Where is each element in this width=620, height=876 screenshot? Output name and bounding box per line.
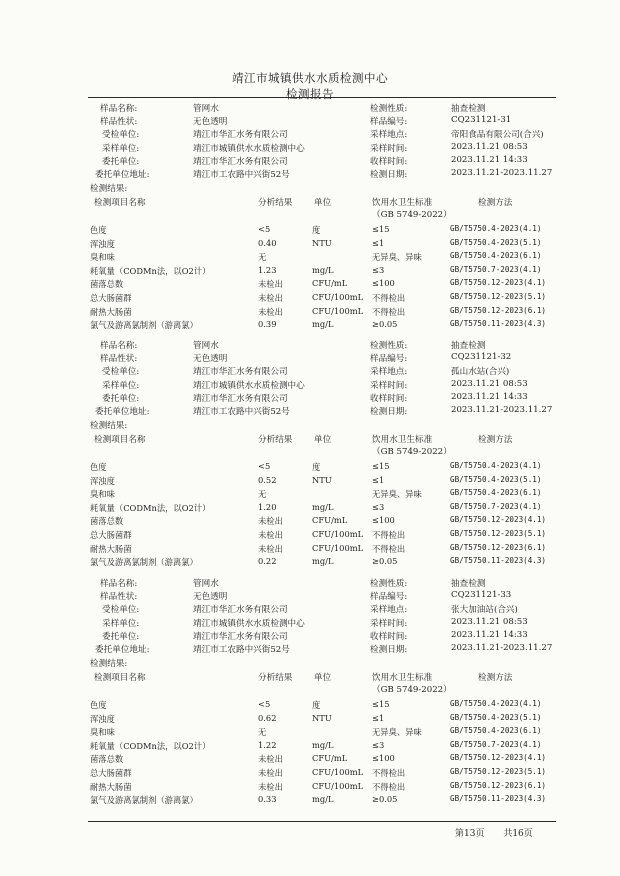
item-method: GB/T5750.12-2023(4.1) bbox=[450, 278, 547, 288]
col-header-unit: 单位 bbox=[314, 198, 332, 208]
item-name: 色度 bbox=[90, 700, 107, 710]
value-sampling-time: 2023.11.21 08:53 bbox=[451, 378, 528, 389]
table-row-total-colonies bbox=[88, 278, 558, 291]
item-standard: 无异臭、异味 bbox=[372, 727, 422, 738]
value-test-nature: 抽查检测 bbox=[451, 579, 486, 589]
item-standard: 不得检出 bbox=[372, 293, 406, 303]
item-name: 耗氧量（CODMn法，以O2计） bbox=[90, 740, 211, 751]
label-entrusted-unit: 受检单位: bbox=[102, 130, 140, 141]
label-sampling-time: 采样时间: bbox=[370, 618, 408, 629]
item-standard: 不得检出 bbox=[372, 306, 406, 317]
item-name: 总大肠菌群 bbox=[90, 293, 132, 303]
value-sample-no: CQ231121-31 bbox=[451, 115, 512, 126]
item-standard: ≤15 bbox=[372, 461, 390, 471]
value-sampling-unit: 靖江市城镇供水水质检测中心 bbox=[193, 380, 305, 391]
item-standard: ≤1 bbox=[372, 237, 385, 248]
item-standard: ≤1 bbox=[372, 712, 385, 723]
item-unit: CFU/100mL bbox=[312, 529, 364, 539]
item-result: 未检出 bbox=[258, 781, 283, 792]
item-method: GB/T5750.4-2023(4.1) bbox=[450, 224, 542, 233]
page-footer bbox=[455, 826, 549, 839]
col-header-standard: 饮用水卫生标准 bbox=[372, 673, 433, 683]
item-method: GB/T5750.12-2023(5.1) bbox=[450, 529, 547, 538]
item-method: GB/T5750.12-2023(6.1) bbox=[450, 305, 547, 315]
item-unit: mg/L bbox=[312, 319, 334, 330]
col-header-method: 检测方法 bbox=[478, 198, 513, 208]
table-row-thermotolerant-coliforms bbox=[88, 306, 558, 319]
results-heading: 检测结果: bbox=[90, 184, 128, 194]
label-sample-no: 样品编号: bbox=[370, 117, 408, 128]
item-standard: ≤3 bbox=[372, 264, 385, 275]
value-sample-name: 管网水 bbox=[193, 579, 219, 589]
label-receipt-time: 收样时间: bbox=[370, 156, 408, 167]
value-receipt-time: 2023.11.21 14:33 bbox=[451, 391, 528, 402]
label-sample-no: 样品编号: bbox=[370, 354, 408, 365]
item-result: 1.22 bbox=[258, 739, 277, 750]
col-header-standard: 饮用水卫生标准 bbox=[372, 198, 433, 208]
item-name: 浑浊度 bbox=[90, 238, 115, 249]
item-standard: ≤15 bbox=[372, 699, 390, 709]
value-sampling-site: 张大加油站(合兴) bbox=[451, 605, 518, 616]
item-result: 1.23 bbox=[258, 264, 277, 275]
label-entrusted-unit: 受检单位: bbox=[102, 605, 140, 616]
item-standard: ≤100 bbox=[372, 753, 395, 764]
item-standard: 无异臭、异味 bbox=[372, 252, 422, 263]
value-sample-state: 无色透明 bbox=[193, 592, 228, 603]
item-unit: mg/L bbox=[312, 501, 334, 512]
label-test-date: 检测日期: bbox=[370, 645, 408, 655]
table-row-free-chlorine bbox=[88, 319, 558, 332]
value-test-date: 2023.11.21-2023.11.27 bbox=[451, 405, 553, 415]
item-standard: ≤3 bbox=[372, 501, 385, 512]
item-name: 臭和味 bbox=[90, 489, 115, 500]
item-result: 0.33 bbox=[258, 794, 277, 805]
item-method: GB/T5750.4-2023(6.1) bbox=[450, 251, 542, 261]
value-client-address: 靖江市工农路中兴街52号 bbox=[193, 645, 290, 655]
item-result: 未检出 bbox=[258, 530, 283, 540]
table-row-color bbox=[88, 699, 558, 712]
item-unit: CFU/mL bbox=[312, 278, 348, 289]
page-number: 第13页 bbox=[455, 829, 485, 839]
item-standard: ≥0.05 bbox=[372, 556, 398, 567]
results-heading: 检测结果: bbox=[90, 659, 128, 669]
value-sampling-time: 2023.11.21 08:53 bbox=[451, 141, 528, 152]
label-sample-state: 样品性状: bbox=[100, 354, 138, 365]
col-header-standard-code: （GB 5749-2022） bbox=[372, 685, 452, 695]
table-row-total-coliforms bbox=[88, 529, 558, 542]
item-standard: ≥0.05 bbox=[372, 319, 398, 330]
item-method: GB/T5750.12-2023(5.1) bbox=[450, 292, 547, 301]
item-method: GB/T5750.4-2023(6.1) bbox=[450, 488, 542, 498]
item-unit: CFU/mL bbox=[312, 753, 348, 764]
value-sample-no: CQ231121-32 bbox=[451, 352, 512, 363]
item-name: 耗氧量（CODMn法，以O2计） bbox=[90, 502, 211, 513]
label-sampling-time: 采样时间: bbox=[370, 143, 408, 154]
item-result: 0.62 bbox=[258, 712, 277, 723]
item-unit: mg/L bbox=[312, 556, 334, 567]
label-sampling-unit: 采样单位: bbox=[102, 143, 140, 154]
item-method: GB/T5750.12-2023(6.1) bbox=[450, 542, 547, 552]
item-name: 氯气及游离氯制剂（游离氯） bbox=[90, 557, 198, 568]
table-row-odor-taste bbox=[88, 726, 558, 739]
item-result: 1.20 bbox=[258, 501, 277, 512]
label-test-nature: 检测性质: bbox=[370, 579, 408, 589]
item-result: 未检出 bbox=[258, 279, 283, 290]
label-sample-name: 样品名称: bbox=[100, 579, 138, 589]
label-sample-name: 样品名称: bbox=[100, 104, 138, 114]
rule-bottom bbox=[88, 821, 556, 822]
item-unit: mg/L bbox=[312, 739, 334, 750]
value-receipt-time: 2023.11.21 14:33 bbox=[451, 629, 528, 640]
item-result: <5 bbox=[258, 224, 271, 234]
table-row-odor-taste bbox=[88, 488, 558, 501]
item-standard: 无异臭、异味 bbox=[372, 489, 422, 500]
item-result: 未检出 bbox=[258, 306, 283, 317]
item-standard: ≤3 bbox=[372, 739, 385, 750]
table-row-thermotolerant-coliforms bbox=[88, 781, 558, 794]
value-sampling-site: 帝阳食品有限公司(合兴) bbox=[451, 130, 544, 141]
col-header-item: 检测项目名称 bbox=[94, 435, 146, 445]
label-client-unit: 委托单位: bbox=[102, 156, 140, 167]
table-row-free-chlorine bbox=[88, 794, 558, 807]
item-result: <5 bbox=[258, 461, 271, 471]
col-header-item: 检测项目名称 bbox=[94, 673, 146, 683]
item-method: GB/T5750.7-2023(4.1) bbox=[450, 739, 542, 749]
table-row-turbidity bbox=[88, 713, 558, 726]
report-title: 检测报告 bbox=[286, 87, 334, 101]
item-method: GB/T5750.12-2023(4.1) bbox=[450, 515, 547, 525]
label-sampling-unit: 采样单位: bbox=[102, 380, 140, 391]
item-name: 菌落总数 bbox=[90, 516, 124, 527]
item-name: 总大肠菌群 bbox=[90, 768, 132, 778]
label-test-date: 检测日期: bbox=[370, 407, 408, 417]
col-header-method: 检测方法 bbox=[478, 673, 513, 683]
value-sampling-unit: 靖江市城镇供水水质检测中心 bbox=[193, 143, 305, 154]
table-row-oxygen-consumption bbox=[88, 265, 558, 278]
col-header-standard-code: （GB 5749-2022） bbox=[372, 447, 452, 457]
item-name: 耐热大肠菌 bbox=[90, 781, 132, 792]
table-row-total-coliforms bbox=[88, 292, 558, 305]
item-method: GB/T5750.7-2023(4.1) bbox=[450, 501, 542, 511]
col-header-standard-code: （GB 5749-2022） bbox=[372, 210, 452, 220]
label-client-unit: 委托单位: bbox=[102, 631, 140, 642]
item-result: 未检出 bbox=[258, 543, 283, 554]
item-method: GB/T5750.4-2023(5.1) bbox=[450, 237, 542, 247]
value-entrusted-unit: 靖江市华汇水务有限公司 bbox=[193, 605, 288, 616]
item-name: 耗氧量（CODMn法，以O2计） bbox=[90, 265, 211, 276]
item-unit: mg/L bbox=[312, 264, 334, 275]
table-row-oxygen-consumption bbox=[88, 740, 558, 753]
item-name: 色度 bbox=[90, 462, 107, 472]
item-standard: 不得检出 bbox=[372, 768, 406, 778]
value-client-unit: 靖江市华汇水务有限公司 bbox=[193, 156, 288, 167]
sample-block bbox=[0, 100, 620, 340]
value-sample-no: CQ231121-33 bbox=[451, 590, 512, 601]
item-name: 臭和味 bbox=[90, 727, 115, 738]
item-standard: 不得检出 bbox=[372, 530, 406, 540]
item-method: GB/T5750.12-2023(6.1) bbox=[450, 780, 547, 790]
rule-top bbox=[88, 97, 556, 98]
value-client-address: 靖江市工农路中兴街52号 bbox=[193, 407, 290, 417]
table-row-odor-taste bbox=[88, 251, 558, 264]
item-result: 未检出 bbox=[258, 754, 283, 765]
item-name: 色度 bbox=[90, 225, 107, 235]
value-client-unit: 靖江市华汇水务有限公司 bbox=[193, 631, 288, 642]
item-result: 0.40 bbox=[258, 237, 277, 248]
col-header-result: 分析结果 bbox=[258, 198, 293, 208]
item-unit: 度 bbox=[312, 700, 321, 710]
col-header-method: 检测方法 bbox=[478, 435, 513, 445]
label-sampling-site: 采样地点: bbox=[370, 130, 408, 141]
item-method: GB/T5750.12-2023(5.1) bbox=[450, 767, 547, 776]
sample-block bbox=[0, 337, 620, 577]
col-header-unit: 单位 bbox=[314, 435, 332, 445]
table-row-turbidity bbox=[88, 238, 558, 251]
item-method: GB/T5750.12-2023(4.1) bbox=[450, 753, 547, 763]
value-test-nature: 抽查检测 bbox=[451, 341, 486, 351]
item-unit: NTU bbox=[312, 237, 332, 248]
item-name: 耐热大肠菌 bbox=[90, 543, 132, 554]
label-entrusted-unit: 受检单位: bbox=[102, 367, 140, 378]
item-unit: CFU/100mL bbox=[312, 767, 364, 777]
item-name: 氯气及游离氯制剂（游离氯） bbox=[90, 320, 198, 331]
organization-name: 靖江市城镇供水水质检测中心 bbox=[232, 71, 388, 85]
value-sample-state: 无色透明 bbox=[193, 354, 228, 365]
item-unit: CFU/mL bbox=[312, 515, 348, 526]
item-standard: ≤100 bbox=[372, 515, 395, 526]
item-result: 未检出 bbox=[258, 768, 283, 778]
table-row-thermotolerant-coliforms bbox=[88, 543, 558, 556]
value-sample-name: 管网水 bbox=[193, 341, 219, 351]
value-client-address: 靖江市工农路中兴街52号 bbox=[193, 170, 290, 180]
item-name: 菌落总数 bbox=[90, 279, 124, 290]
value-test-date: 2023.11.21-2023.11.27 bbox=[451, 168, 553, 178]
table-row-color bbox=[88, 224, 558, 237]
item-method: GB/T5750.4-2023(5.1) bbox=[450, 712, 542, 722]
table-row-turbidity bbox=[88, 475, 558, 488]
label-sample-state: 样品性状: bbox=[100, 117, 138, 128]
col-header-standard: 饮用水卫生标准 bbox=[372, 435, 433, 445]
item-result: 未检出 bbox=[258, 293, 283, 303]
results-heading: 检测结果: bbox=[90, 421, 128, 431]
item-unit: CFU/100mL bbox=[312, 292, 364, 302]
value-sample-name: 管网水 bbox=[193, 104, 219, 114]
label-client-address: 委托单位地址: bbox=[95, 645, 150, 655]
item-standard: 不得检出 bbox=[372, 543, 406, 554]
value-sampling-unit: 靖江市城镇供水水质检测中心 bbox=[193, 618, 305, 629]
label-test-nature: 检测性质: bbox=[370, 341, 408, 351]
label-client-address: 委托单位地址: bbox=[95, 407, 150, 417]
value-sampling-site: 孤山水站(合兴) bbox=[451, 367, 510, 378]
item-standard: ≤100 bbox=[372, 278, 395, 289]
item-result: 0.52 bbox=[258, 474, 277, 485]
item-result: 无 bbox=[258, 727, 267, 738]
table-row-oxygen-consumption bbox=[88, 502, 558, 515]
value-test-nature: 抽查检测 bbox=[451, 104, 486, 114]
item-method: GB/T5750.4-2023(6.1) bbox=[450, 726, 542, 736]
label-test-date: 检测日期: bbox=[370, 170, 408, 180]
item-result: 无 bbox=[258, 489, 267, 500]
value-test-date: 2023.11.21-2023.11.27 bbox=[451, 643, 553, 653]
item-result: 未检出 bbox=[258, 516, 283, 527]
value-entrusted-unit: 靖江市华汇水务有限公司 bbox=[193, 130, 288, 141]
value-sampling-time: 2023.11.21 08:53 bbox=[451, 616, 528, 627]
label-sampling-time: 采样时间: bbox=[370, 380, 408, 391]
label-test-nature: 检测性质: bbox=[370, 104, 408, 114]
item-name: 氯气及游离氯制剂（游离氯） bbox=[90, 795, 198, 806]
col-header-result: 分析结果 bbox=[258, 673, 293, 683]
table-row-color bbox=[88, 461, 558, 474]
item-method: GB/T5750.11-2023(4.3) bbox=[450, 319, 547, 329]
item-result: 0.39 bbox=[258, 319, 277, 330]
label-sample-no: 样品编号: bbox=[370, 592, 408, 603]
value-sample-state: 无色透明 bbox=[193, 117, 228, 128]
table-row-total-colonies bbox=[88, 515, 558, 528]
item-name: 浑浊度 bbox=[90, 475, 115, 486]
item-name: 浑浊度 bbox=[90, 713, 115, 724]
col-header-unit: 单位 bbox=[314, 673, 332, 683]
label-client-unit: 委托单位: bbox=[102, 393, 140, 404]
label-sampling-site: 采样地点: bbox=[370, 605, 408, 616]
label-sample-state: 样品性状: bbox=[100, 592, 138, 603]
value-client-unit: 靖江市华汇水务有限公司 bbox=[193, 393, 288, 404]
item-result: <5 bbox=[258, 699, 271, 709]
table-row-total-coliforms bbox=[88, 767, 558, 780]
item-unit: CFU/100mL bbox=[312, 780, 364, 791]
label-sampling-site: 采样地点: bbox=[370, 367, 408, 378]
item-method: GB/T5750.11-2023(4.3) bbox=[450, 794, 547, 804]
label-receipt-time: 收样时间: bbox=[370, 393, 408, 404]
item-unit: mg/L bbox=[312, 794, 334, 805]
item-standard: ≤15 bbox=[372, 224, 390, 234]
item-method: GB/T5750.4-2023(5.1) bbox=[450, 474, 542, 484]
item-unit: CFU/100mL bbox=[312, 305, 364, 316]
item-name: 耐热大肠菌 bbox=[90, 306, 132, 317]
item-standard: ≥0.05 bbox=[372, 794, 398, 805]
item-result: 无 bbox=[258, 252, 267, 263]
item-method: GB/T5750.4-2023(4.1) bbox=[450, 461, 542, 470]
item-unit: NTU bbox=[312, 474, 332, 485]
label-client-address: 委托单位地址: bbox=[95, 170, 150, 180]
item-method: GB/T5750.4-2023(4.1) bbox=[450, 699, 542, 708]
item-unit: 度 bbox=[312, 462, 321, 472]
table-row-free-chlorine bbox=[88, 556, 558, 569]
item-standard: 不得检出 bbox=[372, 781, 406, 792]
item-method: GB/T5750.7-2023(4.1) bbox=[450, 264, 542, 274]
item-name: 臭和味 bbox=[90, 252, 115, 263]
value-receipt-time: 2023.11.21 14:33 bbox=[451, 154, 528, 165]
item-unit: NTU bbox=[312, 712, 332, 723]
item-method: GB/T5750.11-2023(4.3) bbox=[450, 556, 547, 566]
item-unit: 度 bbox=[312, 225, 321, 235]
item-name: 菌落总数 bbox=[90, 754, 124, 765]
value-entrusted-unit: 靖江市华汇水务有限公司 bbox=[193, 367, 288, 378]
col-header-item: 检测项目名称 bbox=[94, 198, 146, 208]
item-standard: ≤1 bbox=[372, 474, 385, 485]
item-name: 总大肠菌群 bbox=[90, 530, 132, 540]
sample-block bbox=[0, 575, 620, 815]
table-row-total-colonies bbox=[88, 753, 558, 766]
label-sample-name: 样品名称: bbox=[100, 341, 138, 351]
col-header-result: 分析结果 bbox=[258, 435, 293, 445]
item-result: 0.22 bbox=[258, 556, 277, 567]
label-sampling-unit: 采样单位: bbox=[102, 618, 140, 629]
page-total: 共16页 bbox=[503, 829, 533, 839]
label-receipt-time: 收样时间: bbox=[370, 631, 408, 642]
item-unit: CFU/100mL bbox=[312, 542, 364, 553]
